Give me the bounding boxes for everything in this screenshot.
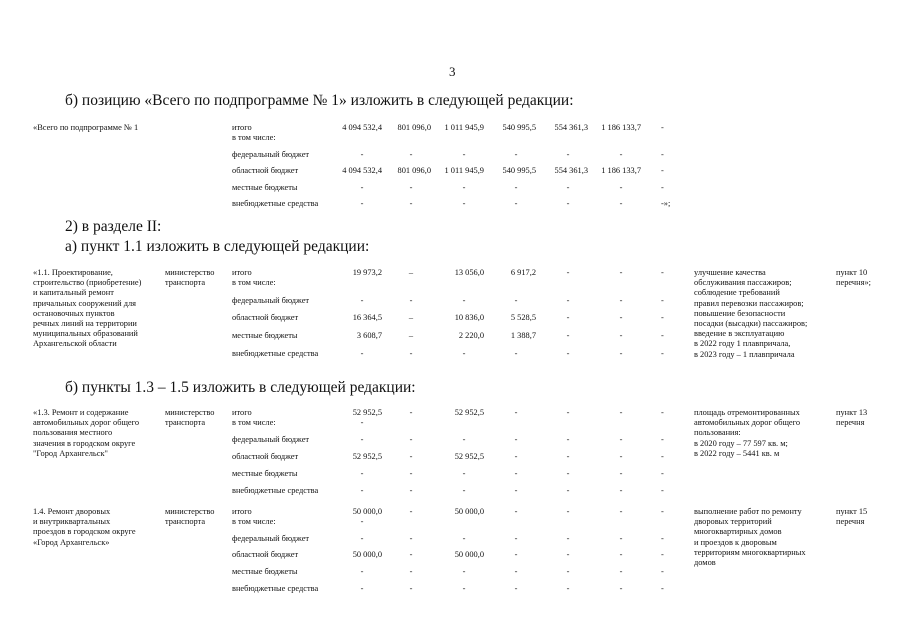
item_1_3-cell: 52 952,5	[454, 408, 484, 417]
item_1_3-cell: -	[566, 486, 570, 495]
item_1_3-result-line: в 2022 году – 5441 кв. м	[694, 448, 780, 458]
section_total-row-label: внебюджетные средства	[232, 199, 319, 208]
item_1_1-cell: 2 220,0	[458, 331, 484, 340]
item_1_4-executor-line: министерство	[165, 507, 215, 516]
item_1_3-cell: -	[409, 408, 413, 417]
item_1_4-result-line: дворовых территорий	[694, 517, 772, 527]
section_total-cell: -	[462, 183, 466, 192]
item_1_4-cell: -	[409, 584, 413, 593]
item_1_4-cell: 50 000,0	[454, 507, 484, 516]
item_1_4-cell: -	[619, 550, 623, 559]
section_total-cell: -»;	[661, 199, 671, 208]
item_1_3-result-line: пользования:	[694, 428, 741, 438]
section_total-cell: -	[409, 199, 413, 208]
item_1_4-cell: -	[566, 584, 570, 593]
item_1_3-cell: 52 952,5	[352, 452, 382, 461]
item_1_4-cell: -	[409, 550, 413, 559]
item_1_1-cell: 3 608,7	[356, 331, 382, 340]
section_total-cell: -	[566, 199, 570, 208]
item_1_4-ref-line: перечня	[836, 517, 865, 527]
item_1_3-ref-line: перечня	[836, 418, 865, 428]
heading-total-position: б) позицию «Всего по подпрограмме № 1» изложить в следующей редакции:	[65, 92, 574, 109]
item_1_3-row-label: областной бюджет	[232, 452, 299, 461]
page-number: 3	[449, 64, 456, 79]
item_1_4-name-line: и внутриквартальных	[33, 517, 111, 527]
item_1_4-cell: -	[360, 534, 364, 543]
item_1_1-cell: -	[661, 296, 664, 305]
item_1_1-cell: -	[514, 296, 518, 305]
section_total-cell: -	[514, 150, 518, 159]
item_1_1-cell: -	[661, 331, 664, 340]
item_1_1-result-line: соблюдение требований	[694, 288, 780, 298]
section_total-cell: 801 096,0	[397, 123, 431, 132]
item_1_4-cell: -	[360, 567, 364, 576]
item_1_3-cell: -	[462, 469, 466, 478]
item_1_1-name-line: Архангельской области	[33, 339, 117, 349]
item_1_3-row-label: внебюджетные средства	[232, 486, 319, 495]
section_total-cell: 540 995,5	[502, 123, 536, 132]
item_1_3-cell: -	[514, 469, 518, 478]
item_1_3-cell: -	[514, 452, 518, 461]
item_1_1-cell: -	[462, 296, 466, 305]
item_1_1-cell: -	[360, 349, 364, 358]
item_1_1-row-label: местные бюджеты	[232, 331, 298, 340]
item_1_4-result-line: выполнение работ по ремонту	[694, 507, 802, 516]
item_1_4-cell: -	[661, 550, 664, 559]
item_1_4-cell: -	[514, 550, 518, 559]
section_total-row-label: областной бюджет	[232, 166, 299, 175]
item_1_1-ref-line: пункт 10	[836, 268, 868, 277]
item_1_4-cell: 50 000,0	[352, 507, 382, 516]
item_1_1-name-line: остановочных пунктов	[33, 308, 115, 318]
item_1_1-cell: 6 917,2	[510, 268, 536, 277]
section_total-cell: 4 094 532,4	[342, 123, 382, 132]
section_total-cell: -	[566, 183, 570, 192]
item_1_3-result-line: площадь отремонтированных	[694, 408, 800, 417]
item_1_4-cell: 50 000,0	[454, 550, 484, 559]
section_total-cell: 1 011 945,9	[444, 166, 484, 175]
item_1_1-cell: –	[408, 268, 414, 277]
item_1_4-cell: -	[566, 550, 570, 559]
item_1_1-cell: -	[409, 349, 413, 358]
item_1_1-cell: 1 388,7	[510, 331, 536, 340]
item_1_1-name-line: речных линий на территории	[33, 319, 137, 328]
item_1_3-cell: -	[661, 408, 664, 417]
section_total-cell: -	[360, 150, 364, 159]
item_1_3-cell: -	[619, 408, 623, 417]
item_1_3-name-line: значения в городском округе	[33, 438, 136, 448]
item_1_1-ref-line: перечня»;	[836, 278, 871, 288]
item_1_3-cell: -	[619, 452, 623, 461]
item_1_1-cell: -	[619, 349, 623, 358]
item_1_4-cell: -	[566, 534, 570, 543]
item_1_1-cell: -	[661, 349, 664, 358]
item_1_4-cell: -	[661, 584, 664, 593]
item_1_3-cell: -	[514, 486, 518, 495]
item_1_3-cell: -	[566, 408, 570, 417]
item_1_3-cell: -	[566, 435, 570, 444]
item_1_1-cell: 19 973,2	[352, 268, 382, 277]
item_1_3-name-line: пользования местного	[33, 428, 113, 438]
item_1_4-cell: -	[661, 507, 664, 516]
section_total-cell: 554 361,3	[554, 123, 588, 132]
item_1_3-cell: -	[661, 435, 664, 444]
item_1_3-cell: 52 952,5	[352, 408, 382, 417]
item_1_1-result-line: введение в эксплуатацию	[694, 329, 785, 339]
item_1_3-cell: -	[661, 486, 664, 495]
item_1_4-ref-line: пункт 15	[836, 507, 868, 516]
item_1_1-cell: –	[408, 313, 414, 322]
section_total-title: «Всего по подпрограмме № 1	[33, 123, 139, 132]
item_1_1-cell: -	[619, 313, 623, 322]
item_1_3-row-label: федеральный бюджет	[232, 435, 310, 444]
item_1_4-cell: -	[462, 567, 466, 576]
item_1_1-row-label: итого	[232, 268, 252, 277]
item_1_3-cell: -	[360, 435, 364, 444]
item_1_1-result-line: обслуживания пассажиров;	[694, 278, 792, 288]
item_1_4-cell: -	[661, 534, 664, 543]
item_1_1-cell: -	[566, 349, 570, 358]
item_1_3-cell: -	[566, 469, 570, 478]
section_total-cell: -	[514, 199, 518, 208]
item_1_4-cell: -	[514, 534, 518, 543]
item_1_1-cell: -	[566, 331, 570, 340]
item_1_1-name-line: строительство (приобретение)	[33, 278, 142, 288]
item_1_1-row-label: внебюджетные средства	[232, 349, 319, 358]
item_1_3-ref-line: пункт 13	[836, 408, 868, 417]
item_1_4-cell: -	[566, 567, 570, 576]
item_1_4-cell: -	[514, 567, 518, 576]
section_total-cell: 1 186 133,7	[601, 166, 641, 175]
item_1_3-cell: -	[409, 435, 413, 444]
section_total-cell: -	[619, 199, 623, 208]
item_1_4-result-line: территориям многоквартирных	[694, 547, 806, 557]
item_1_4-result-line: и проездов к дворовым	[694, 537, 777, 547]
section_total-cell: -	[619, 183, 623, 192]
item_1_1-result-line: в 2022 году 1 плавпричала,	[694, 339, 791, 349]
section_total-cell: -	[360, 199, 364, 208]
item_1_1-executor-line: транспорта	[165, 278, 206, 288]
section_total-cell: 1 011 945,9	[444, 123, 484, 132]
item_1_4-row-label: итого	[232, 507, 252, 516]
item_1_1-result-line: посадки (высадки) пассажиров;	[694, 319, 808, 328]
item_1_3-cell: -	[409, 486, 413, 495]
item_1_4-cell: -	[462, 584, 466, 593]
item_1_3-executor-line: министерство	[165, 408, 215, 417]
item_1_1-row-label: федеральный бюджет	[232, 296, 310, 305]
item_1_3-result-line: автомобильных дорог общего	[694, 418, 801, 428]
item_1_1-cell: -	[566, 296, 570, 305]
item_1_1-executor-line: министерство	[165, 268, 215, 277]
item_1_1-result-line: улучшение качества	[694, 268, 766, 277]
item_1_3-result-line: в 2020 году – 77 597 кв. м;	[694, 438, 788, 448]
item_1_1-cell: 16 364,5	[352, 313, 382, 322]
item_1_4-cell: -	[409, 534, 413, 543]
item_1_4-cell: 50 000,0	[352, 550, 382, 559]
item_1_4-cell-extra: -	[360, 517, 364, 527]
item_1_3-cell: -	[661, 452, 664, 461]
section_total-cell: 1 186 133,7	[601, 123, 641, 132]
item_1_4-row-label: внебюджетные средства	[232, 584, 319, 593]
heading-section-2: 2) в разделе II:	[65, 218, 162, 235]
section_total-row-label: итого	[232, 123, 252, 132]
item_1_4-cell: -	[619, 567, 623, 576]
section_total-cell: -	[566, 150, 570, 159]
section_total-row-label: местные бюджеты	[232, 183, 298, 192]
item_1_3-row-label: местные бюджеты	[232, 469, 298, 478]
item_1_1-cell: –	[408, 331, 414, 340]
item_1_4-executor-line: транспорта	[165, 517, 206, 527]
section_total-cell: -	[462, 150, 466, 159]
item_1_1-result-line: повышение безопасности	[694, 308, 786, 318]
item_1_1-cell: -	[566, 268, 570, 277]
item_1_1-name-line: и капитальный ремонт	[33, 288, 114, 298]
item_1_4-cell: -	[566, 507, 570, 516]
section_total-cell: -	[462, 199, 466, 208]
item_1_1-result-line: правил перевозки пассажиров;	[694, 298, 804, 308]
item_1_3-row-label-sub: в том числе:	[232, 418, 276, 428]
item_1_4-result-line: домов	[694, 558, 716, 567]
item_1_1-row-label-sub: в том числе:	[232, 278, 276, 288]
section_total-cell: -	[360, 183, 364, 192]
item_1_1-name-line: причальных сооружений для	[33, 298, 137, 308]
item_1_4-name-line: 1.4. Ремонт дворовых	[33, 507, 111, 516]
section_total-cell: 4 094 532,4	[342, 166, 382, 175]
item_1_1-name-line: «1.1. Проектирование,	[33, 268, 113, 277]
item_1_3-row-label: итого	[232, 408, 252, 417]
item_1_3-cell: -	[462, 486, 466, 495]
section_total-row-label-sub: в том числе:	[232, 133, 276, 143]
item_1_4-cell: -	[514, 584, 518, 593]
section_total-cell: -	[409, 150, 413, 159]
section_total-cell: -	[661, 183, 664, 192]
item_1_4-cell: -	[409, 567, 413, 576]
item_1_4-row-label-sub: в том числе:	[232, 517, 276, 527]
section_total-cell: -	[409, 183, 413, 192]
item_1_1-cell: 10 836,0	[454, 313, 484, 322]
item_1_4-cell: -	[619, 507, 623, 516]
item_1_3-cell: -	[619, 435, 623, 444]
item_1_3-cell-extra: -	[360, 418, 364, 428]
item_1_1-cell: -	[661, 268, 664, 277]
item_1_4-cell: -	[514, 507, 518, 516]
section_total-row-label: федеральный бюджет	[232, 150, 310, 159]
item_1_3-name-line: "Город Архангельск"	[33, 448, 108, 458]
item_1_1-name-line: муниципальных образований	[33, 329, 138, 339]
section_total-cell: 554 361,3	[554, 166, 588, 175]
item_1_3-executor-line: транспорта	[165, 418, 206, 428]
item_1_1-cell: -	[619, 268, 623, 277]
item_1_3-name-line: автомобильных дорог общего	[33, 418, 140, 428]
item_1_1-cell: -	[462, 349, 466, 358]
item_1_3-name-line: «1.3. Ремонт и содержание	[33, 408, 129, 417]
item_1_1-cell: -	[360, 296, 364, 305]
item_1_3-cell: -	[619, 486, 623, 495]
item_1_4-cell: -	[462, 534, 466, 543]
heading-item-1-1: а) пункт 1.1 изложить в следующей редакции:	[65, 238, 370, 255]
item_1_4-cell: -	[619, 584, 623, 593]
item_1_1-row-label: областной бюджет	[232, 313, 299, 322]
item_1_1-cell: 5 528,5	[510, 313, 536, 322]
item_1_1-cell: -	[409, 296, 413, 305]
item_1_1-cell: 13 056,0	[454, 268, 484, 277]
item_1_1-cell: -	[566, 313, 570, 322]
item_1_4-cell: -	[619, 534, 623, 543]
item_1_4-result-line: многоквартирных домов	[694, 527, 782, 537]
item_1_3-cell: -	[514, 408, 518, 417]
section_total-cell: 801 096,0	[397, 166, 431, 175]
section_total-cell: -	[661, 150, 664, 159]
item_1_1-cell: -	[619, 296, 623, 305]
heading-items-1-3-1-5: б) пункты 1.3 – 1.5 изложить в следующей редакции:	[65, 379, 416, 396]
item_1_1-cell: -	[514, 349, 518, 358]
item_1_4-name-line: проездов в городском округе	[33, 527, 136, 537]
section_total-cell: -	[661, 166, 664, 175]
item_1_4-cell: -	[409, 507, 413, 516]
item_1_1-result-line: в 2023 году – 1 плавпричала	[694, 349, 795, 359]
item_1_3-cell: -	[661, 469, 664, 478]
section_total-cell: -	[619, 150, 623, 159]
item_1_4-row-label: областной бюджет	[232, 550, 299, 559]
item_1_4-cell: -	[360, 584, 364, 593]
item_1_4-cell: -	[661, 567, 664, 576]
item_1_3-cell: -	[619, 469, 623, 478]
item_1_3-cell: -	[360, 486, 364, 495]
item_1_1-cell: -	[619, 331, 623, 340]
item_1_3-cell: 52 952,5	[454, 452, 484, 461]
section_total-cell: -	[514, 183, 518, 192]
item_1_4-row-label: федеральный бюджет	[232, 534, 310, 543]
item_1_3-cell: -	[360, 469, 364, 478]
item_1_3-cell: -	[409, 469, 413, 478]
item_1_3-cell: -	[409, 452, 413, 461]
section_total-cell: 540 995,5	[502, 166, 536, 175]
item_1_1-cell: -	[661, 313, 664, 322]
section_total-cell: -	[661, 123, 664, 132]
item_1_3-cell: -	[566, 452, 570, 461]
item_1_4-name-line: «Город Архангельск»	[33, 537, 110, 547]
item_1_3-cell: -	[462, 435, 466, 444]
item_1_4-row-label: местные бюджеты	[232, 567, 298, 576]
item_1_3-cell: -	[514, 435, 518, 444]
